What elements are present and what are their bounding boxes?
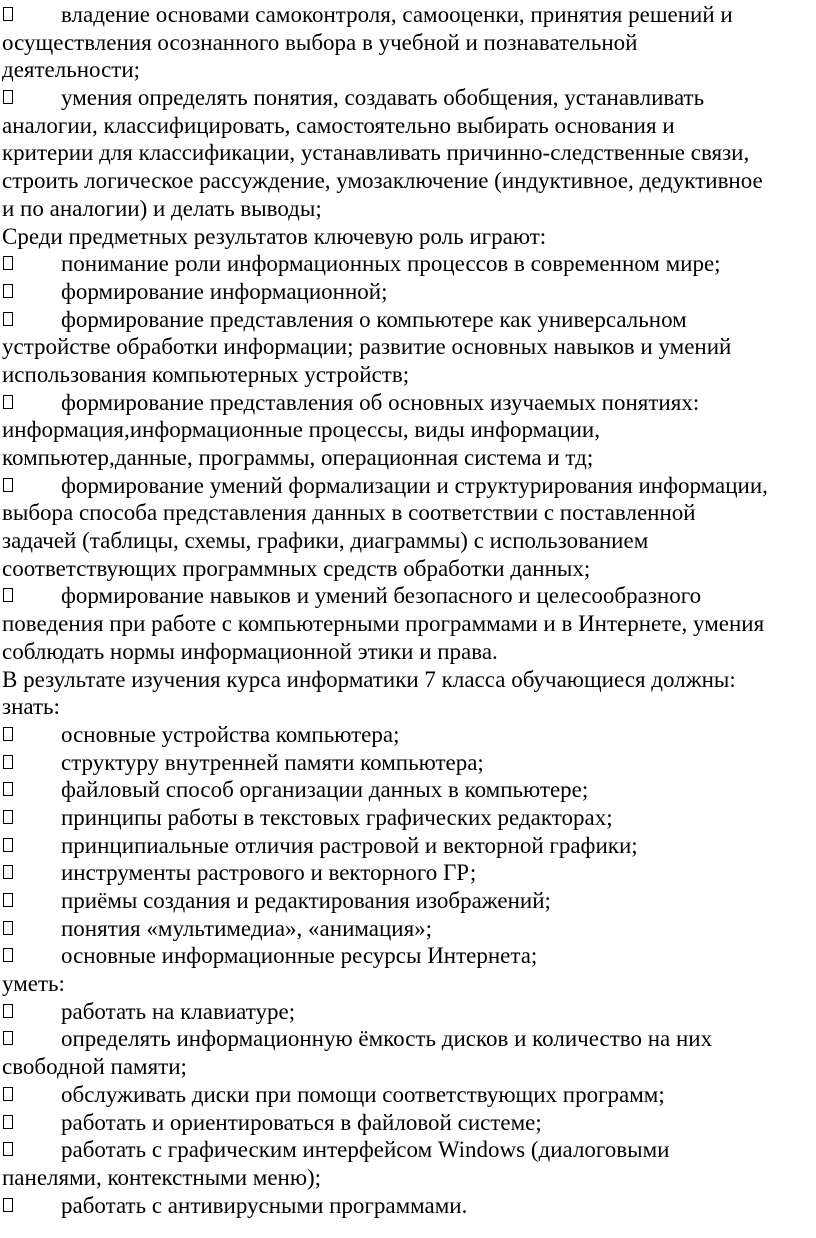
line-text: основные устройства компьютера; <box>61 721 400 747</box>
missing-glyph-bullet-icon <box>3 478 13 492</box>
line-text: строить логическое рассуждение, умозаключение (индуктивное, дедуктивное <box>2 168 763 194</box>
line-text: критерии для классификации, устанавливать причинно-следственные связи, <box>2 140 750 166</box>
missing-glyph-bullet-icon <box>3 893 13 907</box>
line-text: формирование умений формализации и структурирования информации, <box>61 472 768 498</box>
text-line <box>2 693 816 721</box>
line-text: осуществления осознанного выбора в учебной и познавательной <box>2 29 638 55</box>
bullet-line <box>2 1081 816 1109</box>
text-line <box>2 555 816 583</box>
bullet-line <box>2 721 816 749</box>
bullet-line <box>2 389 816 417</box>
line-text: задачей (таблицы, схемы, графики, диаграммы) с использованием <box>2 528 649 554</box>
line-text: основные информационные ресурсы Интернета; <box>61 943 538 969</box>
line-text: уметь: <box>2 971 65 997</box>
bullet-line <box>2 859 816 887</box>
line-text: определять информационную ёмкость дисков и количество на них <box>61 1026 713 1052</box>
line-text: соблюдать нормы информационной этики и права. <box>2 638 498 664</box>
bullet-line <box>2 804 816 832</box>
missing-glyph-bullet-icon <box>3 395 13 409</box>
line-text: В результате изучения курса информатики 7 класса обучающиеся должны: <box>2 666 736 692</box>
text-line <box>2 195 816 223</box>
text-line <box>2 29 816 57</box>
missing-glyph-bullet-icon <box>3 1198 13 1212</box>
missing-glyph-bullet-icon <box>3 1142 13 1156</box>
missing-glyph-bullet-icon <box>3 921 13 935</box>
line-text: принципы работы в текстовых графических редакторах; <box>61 804 613 830</box>
missing-glyph-bullet-icon <box>3 1087 13 1101</box>
line-text: поведения при работе с компьютерными программами и в Интернете, умения <box>2 611 765 637</box>
bullet-line <box>2 942 816 970</box>
text-line <box>2 223 816 251</box>
line-text: умения определять понятия, создавать обобщения, устанавливать <box>61 85 705 111</box>
line-text: устройстве обработки информации; развитие основных навыков и умений <box>2 334 732 360</box>
line-text: приёмы создания и редактирования изображений; <box>61 888 551 913</box>
line-text: принципиальные отличия растровой и векторной графики; <box>61 832 638 858</box>
bullet-line <box>2 84 816 112</box>
text-line <box>2 1164 816 1192</box>
line-text: структуру внутренней памяти компьютера; <box>61 749 484 775</box>
bullet-line <box>2 1025 816 1053</box>
bullet-line <box>2 250 816 278</box>
bullet-line <box>2 1109 816 1137</box>
line-text: формирование представления о компьютере как универсальном <box>61 306 687 332</box>
line-text: выбора способа представления данных в соответствии с поставленной <box>2 500 696 526</box>
bullet-line <box>2 582 816 610</box>
text-line <box>2 361 816 389</box>
line-text: компьютер,данные, программы, операционная система и тд; <box>2 445 594 470</box>
missing-glyph-bullet-icon <box>3 90 13 104</box>
line-text: знать: <box>2 694 60 720</box>
text-line <box>2 527 816 555</box>
missing-glyph-bullet-icon <box>3 1115 13 1129</box>
bullet-line <box>2 887 816 915</box>
text-line <box>2 416 816 444</box>
bullet-line <box>2 832 816 860</box>
line-text: работать с антивирусными программами. <box>61 1192 468 1218</box>
text-line <box>2 112 816 140</box>
line-text: работать на клавиатуре; <box>61 998 296 1024</box>
text-line <box>2 56 816 84</box>
missing-glyph-bullet-icon <box>3 782 13 796</box>
missing-glyph-bullet-icon <box>3 312 13 326</box>
line-text: обслуживать диски при помощи соответствующих программ; <box>61 1081 665 1107</box>
line-text: работать с графическим интерфейсом Windows (диалоговыми <box>61 1137 670 1163</box>
missing-glyph-bullet-icon <box>3 1031 13 1045</box>
bullet-line <box>2 776 816 804</box>
line-text: файловый способ организации данных в компьютере; <box>61 777 589 803</box>
line-text: использования компьютерных устройств; <box>2 361 410 387</box>
line-text: информация,информационные процессы, виды информации, <box>2 417 600 443</box>
line-text: деятельности; <box>2 57 141 83</box>
bullet-line <box>2 472 816 500</box>
text-line <box>2 610 816 638</box>
line-text: аналогии, классифицировать, самостоятельно выбирать основания и <box>2 112 675 138</box>
line-text: соответствующих программных средств обработки данных; <box>2 555 591 581</box>
bullet-line <box>2 749 816 777</box>
bullet-line <box>2 306 816 334</box>
line-text: понятия «мультимедиа», «анимация»; <box>61 915 433 941</box>
line-text: понимание роли информационных процессов в современном мире; <box>61 251 721 277</box>
missing-glyph-bullet-icon <box>3 948 13 962</box>
bullet-line <box>2 998 816 1026</box>
bullet-line <box>2 1136 816 1164</box>
missing-glyph-bullet-icon <box>3 810 13 824</box>
line-text: и по аналогии) и делать выводы; <box>2 195 322 221</box>
missing-glyph-bullet-icon <box>3 284 13 298</box>
text-line <box>2 444 816 472</box>
missing-glyph-bullet-icon <box>3 588 13 602</box>
bullet-line <box>2 1192 816 1220</box>
line-text: панелями, контекстными меню); <box>2 1164 322 1190</box>
missing-glyph-bullet-icon <box>3 256 13 270</box>
missing-glyph-bullet-icon <box>3 1004 13 1018</box>
missing-glyph-bullet-icon <box>3 865 13 879</box>
bullet-line <box>2 915 816 943</box>
missing-glyph-bullet-icon <box>3 7 13 21</box>
missing-glyph-bullet-icon <box>3 838 13 852</box>
line-text: формирование представления об основных изучаемых понятиях: <box>61 389 700 415</box>
text-line <box>2 666 816 694</box>
line-text: владение основами самоконтроля, самооценки, принятия решений и <box>61 2 733 27</box>
text-line <box>2 970 816 998</box>
text-line <box>2 499 816 527</box>
line-text: инструменты растрового и векторного ГР; <box>61 860 477 886</box>
missing-glyph-bullet-icon <box>3 727 13 741</box>
text-line <box>2 139 816 167</box>
line-text: работать и ориентироваться в файловой системе; <box>61 1109 542 1135</box>
text-line <box>2 167 816 195</box>
bullet-line <box>2 1 816 29</box>
text-line <box>2 1053 816 1081</box>
text-line <box>2 638 816 666</box>
bullet-line <box>2 278 816 306</box>
line-text: Среди предметных результатов ключевую роль играют: <box>2 223 547 249</box>
missing-glyph-bullet-icon <box>3 755 13 769</box>
line-text: формирование информационной; <box>61 278 388 304</box>
text-line <box>2 333 816 361</box>
line-text: свободной памяти; <box>2 1054 187 1080</box>
line-text: формирование навыков и умений безопасного и целесообразного <box>61 583 702 609</box>
